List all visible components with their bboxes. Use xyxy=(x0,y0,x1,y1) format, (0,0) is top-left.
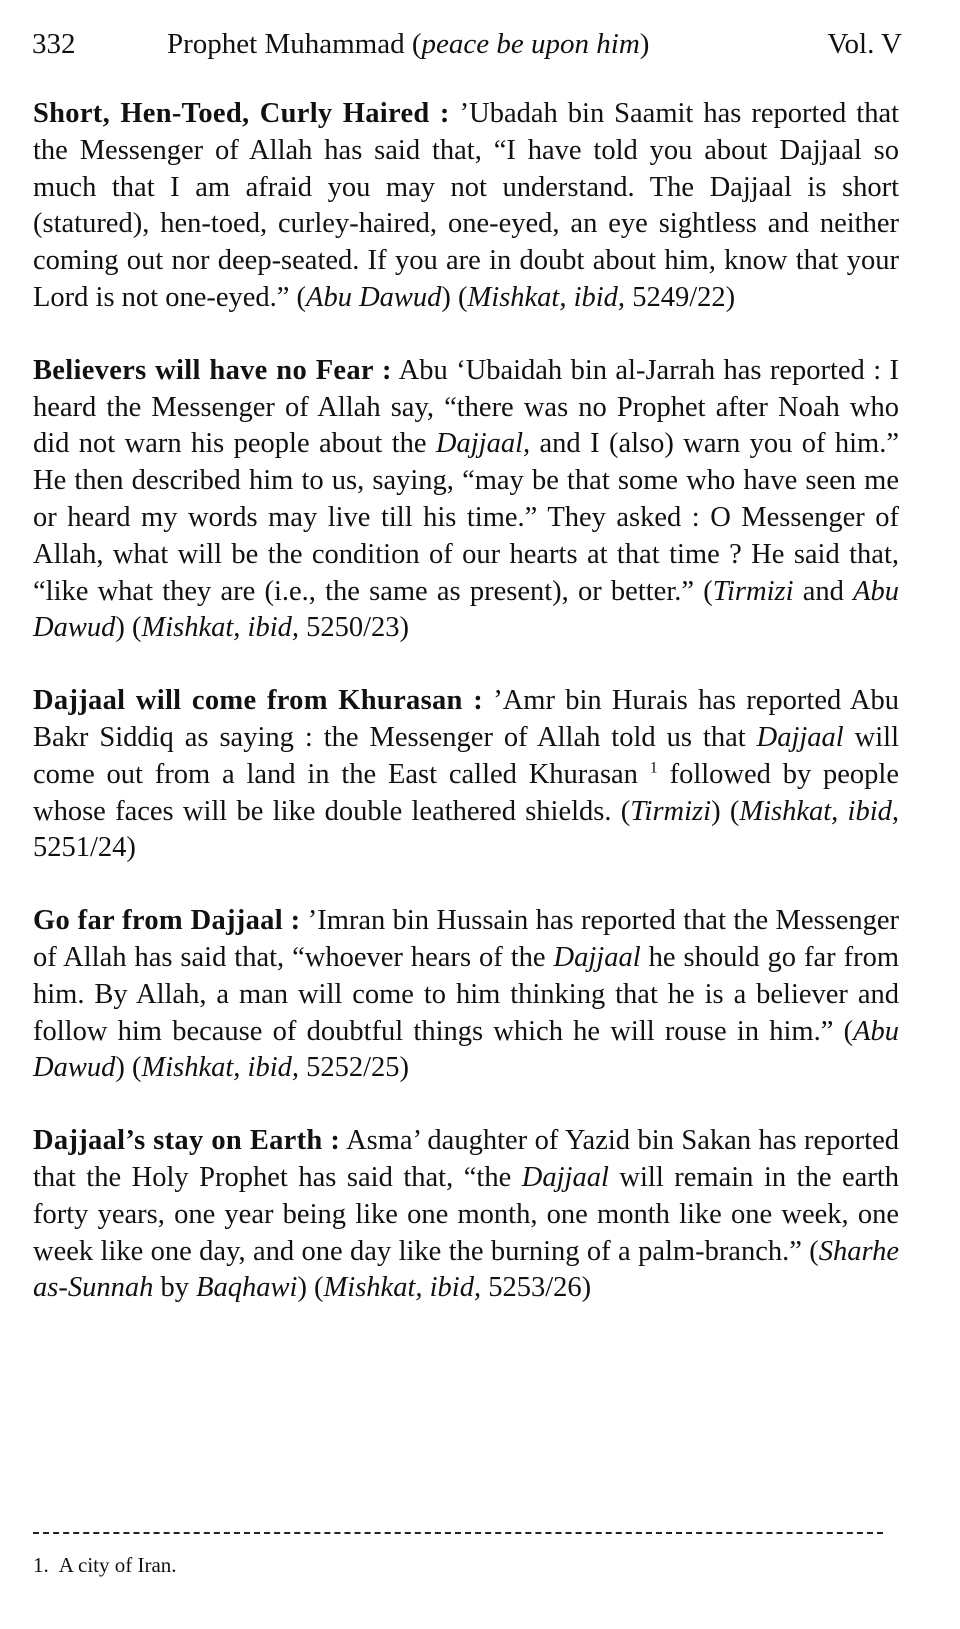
footnote xyxy=(33,1551,177,1579)
paragraph-stay-on-earth xyxy=(33,1123,899,1307)
citation-source: Mishkat, ibid, xyxy=(467,281,626,313)
paragraph-body: Abu ‘Ubaidah bin al-Jarrah has reported : I heard the Messenger of Allah say, “there was no Prophet after Noah who did not warn his people about the xyxy=(33,354,900,460)
book-title-main: Prophet Muhammad xyxy=(167,28,412,60)
citation-reference: 5252/25) xyxy=(298,1052,410,1084)
paragraph-heading: Dajjaal will come from Khurasan : xyxy=(33,685,483,717)
citation-separator: and xyxy=(793,575,854,607)
footnote-reference: 1 xyxy=(649,759,658,777)
paragraph-body: followed by people whose faces will be like double leathered shields. ( xyxy=(33,758,900,827)
paragraph-body: ’Ubadah bin Saamit has reported that the Messenger of Allah has said that, “I have told you about Dajjaal so much that I am afraid you may not understand. The Dajjaal is short (statured), hen-toed, curley-haired, one-eyed, an eye sightless and neither coming out nor deep-seated. If you are in doubt about him, know that your Lord is not one-eyed.” ( xyxy=(33,98,900,313)
italic-term: Dajjaal, xyxy=(435,428,531,460)
footnote-number: 1. xyxy=(33,1553,49,1577)
volume-label: Vol. V xyxy=(827,28,902,60)
running-header xyxy=(32,24,902,64)
citation-separator: ) ( xyxy=(297,1272,324,1304)
paragraph-body: will come out from a land in the East called Khurasan xyxy=(33,721,899,790)
paragraph-body: ’Amr bin Hurais has reported Abu Bakr Siddiq as saying : the Messenger of Allah told us that xyxy=(33,685,899,753)
citation-source: Abu Dawud xyxy=(306,281,442,313)
citation-source: Mishkat, ibid, xyxy=(141,612,299,644)
citation-reference: 5249/22) xyxy=(625,281,736,313)
book-title-close-paren: ) xyxy=(639,28,650,60)
citation-source: Mishkat, ibid, xyxy=(323,1272,482,1304)
paragraph-body: he should go far from him. By Allah, a man will come to him thinking that he is a believer and follow him because of doubtful things which he will rouse in him.” ( xyxy=(33,941,899,1047)
page-number: 332 xyxy=(32,28,76,60)
paragraph-heading: Believers will have no Fear : xyxy=(33,354,392,386)
italic-term: Dajjaal xyxy=(756,721,844,753)
body-text xyxy=(33,96,899,1343)
paragraph-go-far xyxy=(33,903,899,1087)
citation-reference: 5251/24) xyxy=(33,832,136,864)
paragraph-come-from-khurasan xyxy=(33,683,899,867)
book-title xyxy=(167,24,649,64)
paragraph-heading: Dajjaal’s stay on Earth : xyxy=(33,1125,341,1157)
citation-reference: 5250/23) xyxy=(298,612,410,644)
citation-separator: by xyxy=(153,1272,197,1304)
footnote-text: A city of Iran. xyxy=(58,1553,177,1577)
book-title-italic: peace be upon him xyxy=(421,28,640,60)
citation-source: Abu Dawud xyxy=(33,575,900,644)
citation-source: Baqhawi xyxy=(196,1272,298,1304)
citation-separator: ) ( xyxy=(441,281,468,313)
citation-source: Sharhe as-Sunnah xyxy=(33,1235,899,1304)
footnote-separator xyxy=(33,1532,883,1534)
book-title-open-paren: ( xyxy=(411,28,422,60)
citation-separator: ) ( xyxy=(115,612,142,644)
paragraph-body: and I (also) warn you of him.” He then described him to us, saying, “may be that some who have seen me or heard my words may live till his time.” They asked : O Messenger of Allah, what will be the condition of our hearts at that time ? He said that, “like what they are (i.e., the same as present), or better.” ( xyxy=(33,428,899,607)
citation-source: Mishkat, ibid, xyxy=(739,795,900,827)
paragraph-body: ’Imran bin Hussain has reported that the Messenger of Allah has said that, “whoever hears of the xyxy=(33,905,899,973)
italic-term: Dajjaal xyxy=(553,941,641,973)
paragraph-short-hen-toed xyxy=(33,96,899,317)
citation-source: Mishkat, ibid, xyxy=(141,1052,299,1084)
citation-separator: ) ( xyxy=(115,1052,142,1084)
paragraph-body: will remain in the earth forty years, one year being like one month, one month like one week, one week like one day, and one day like the burning of a palm-branch.” ( xyxy=(33,1161,899,1267)
paragraph-believers-no-fear xyxy=(33,353,899,647)
paragraph-body: Asma’ daughter of Yazid bin Sakan has reported that the Holy Prophet has said that, “the xyxy=(33,1125,899,1193)
paragraph-heading: Short, Hen-Toed, Curly Haired : xyxy=(33,98,450,129)
citation-source: Abu Dawud xyxy=(33,1015,899,1084)
italic-term: Dajjaal xyxy=(521,1161,609,1193)
citation-reference: 5253/26) xyxy=(481,1272,592,1304)
paragraph-heading: Go far from Dajjaal : xyxy=(33,905,301,937)
citation-source: Tirmizi xyxy=(630,795,712,827)
citation-separator: ) ( xyxy=(711,795,740,827)
citation-source: Tirmizi xyxy=(712,575,794,607)
